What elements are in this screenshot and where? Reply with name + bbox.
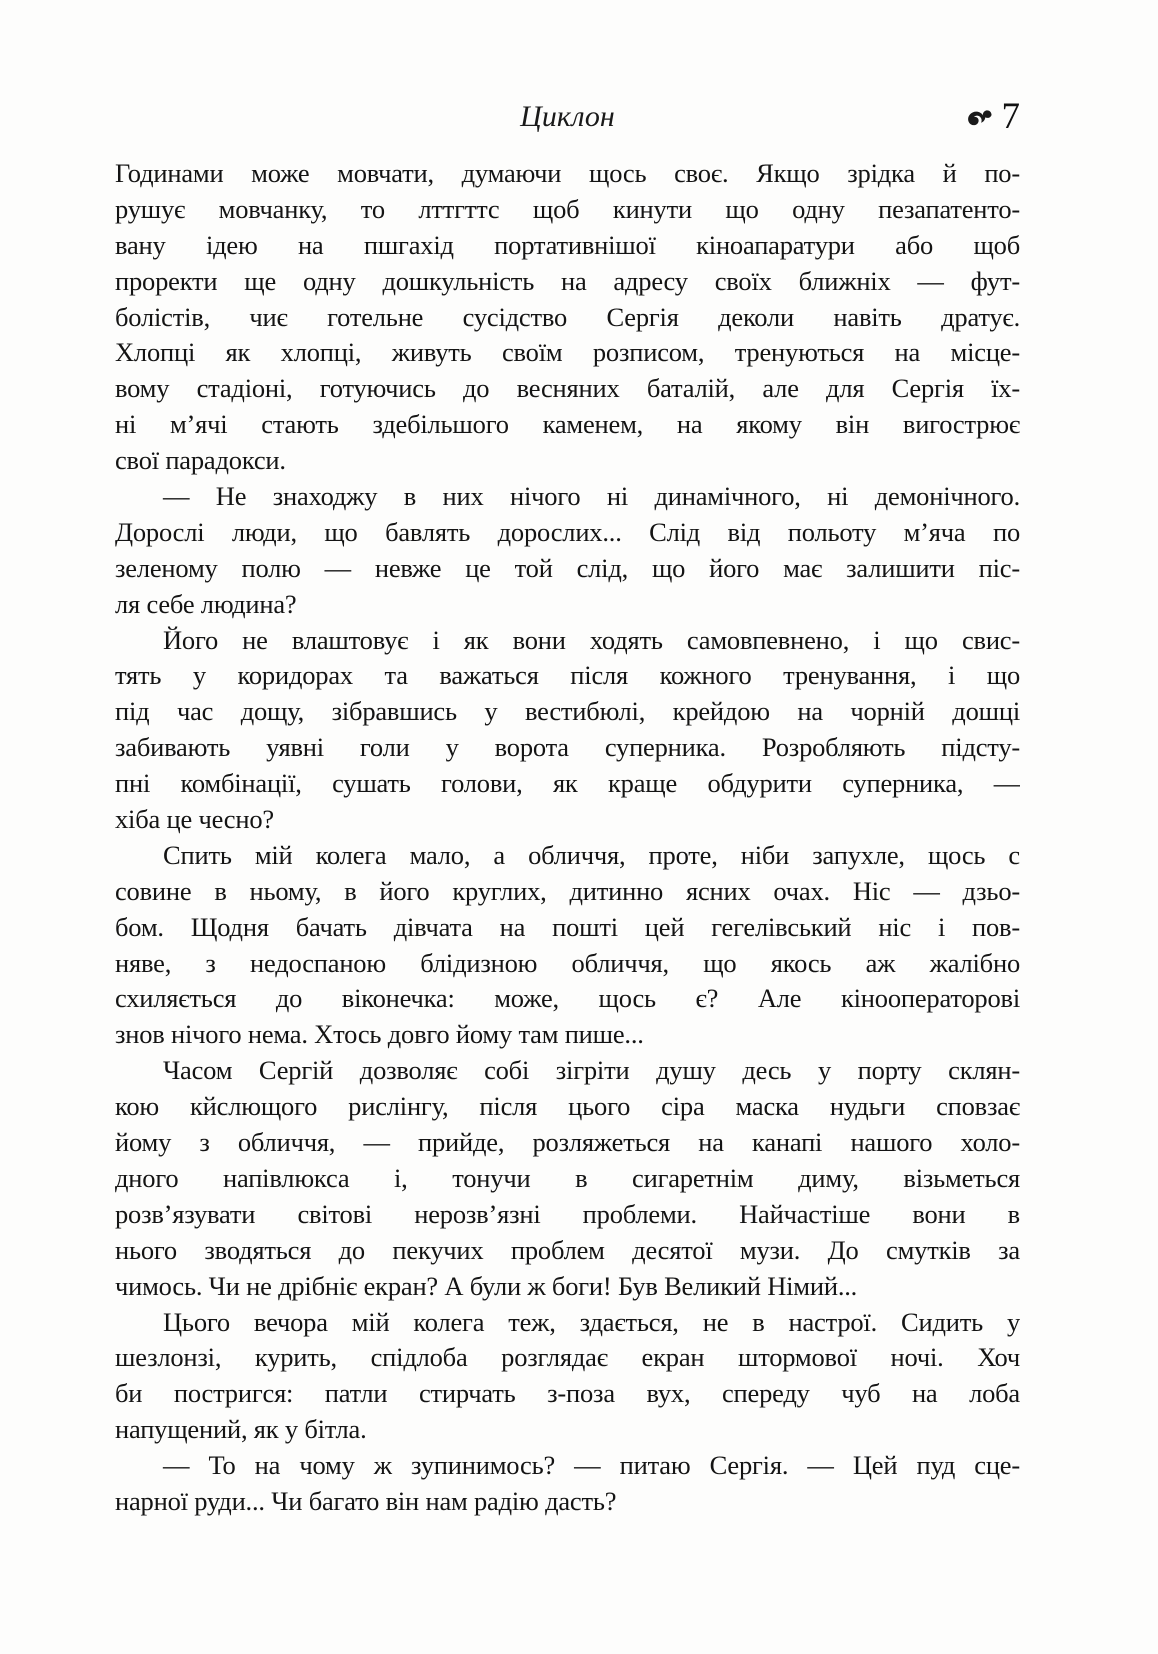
text-line: дного напівлюкса і, тонучи в сигаретнім диму, візьметься bbox=[115, 1162, 1020, 1193]
text-line: Його не влаштовує і як вони ходять самовпевнено, і що свис- bbox=[163, 624, 1020, 655]
text-line: проректи ще одну дошкульність на адресу своїх ближніх — фут- bbox=[115, 265, 1020, 296]
text-line: нього зводяться до пекучих проблем десятої музи. До смутків за bbox=[115, 1234, 1020, 1265]
text-line: — То на чому ж зупинимось? — питаю Сергія. — Цей пуд сце- bbox=[163, 1450, 1020, 1481]
text-line: Цього вечора мій колега теж, здається, не в настрої. Сидить у bbox=[163, 1306, 1020, 1337]
text-line: розв’язувати світові нерозв’язні проблеми. Найчастіше вони в bbox=[115, 1198, 1020, 1229]
text-line: напущений, як у бітла. bbox=[115, 1414, 367, 1445]
text-line: — Не знаходжу в них нічого ні динамічного, ні демонічного. bbox=[163, 481, 1020, 512]
text-line: Спить мій колега мало, а обличчя, проте, ніби запухле, щось с bbox=[163, 839, 1020, 870]
text-line: вому стадіоні, готуючись до весняних баталій, але для Сергія їх- bbox=[115, 373, 1020, 404]
text-line: пні комбінації, сушать голови, як краще обдурити суперника, — bbox=[115, 768, 1020, 799]
text-line: ля себе людина? bbox=[115, 588, 297, 619]
fleuron-icon bbox=[963, 106, 993, 128]
text-line: няве, з недоспаною блідизною обличчя, що якось аж жалібно bbox=[115, 947, 1020, 978]
text-line: рушує мовчанку, то лттгттс щоб кинути що одну пезапатенто- bbox=[115, 193, 1020, 224]
page-title: Циклон bbox=[520, 100, 615, 133]
text-line: чимось. Чи не дрібніє екран? А були ж боги! Був Великий Німий... bbox=[115, 1270, 858, 1301]
page-number: 7 bbox=[1001, 96, 1020, 137]
text-line: Хлопці як хлопці, живуть своїм розписом, тренуються на місце- bbox=[115, 337, 1020, 368]
text-line: під час дощу, зібравшись у вестибюлі, крейдою на чорній дошці bbox=[115, 696, 1020, 727]
text-line: йому з обличчя, — прийде, розляжеться на канапі нашого холо- bbox=[115, 1127, 1020, 1158]
text-line: зеленому полю — невже це той слід, що його має залишити піс- bbox=[115, 552, 1020, 583]
text-line: вану ідею на пшгахід портативнішої кіноапаратури або щоб bbox=[115, 229, 1020, 260]
text-line: Годинами може мовчати, думаючи щось своє. Якщо зрідка й по- bbox=[115, 158, 1020, 188]
text-line: шезлонзі, курить, спідлоба розглядає екран штормової ночі. Хоч bbox=[115, 1342, 1020, 1373]
text-line: бом. Щодня бачать дівчата на пошті цей гегелівський ніс і пов- bbox=[115, 911, 1020, 942]
text-line: би постригся: патли стирчать з-поза вух, спереду чуб на лоба bbox=[115, 1378, 1020, 1409]
text-line: тять у коридорах та важаться після кожного тренування, і що bbox=[115, 660, 1020, 691]
text-line: болістів, чиє готельне сусідство Сергія деколи навіть дратує. bbox=[115, 301, 1020, 332]
text-line: нарної руди... Чи багато він нам радію дасть? bbox=[115, 1485, 617, 1516]
text-block bbox=[115, 156, 1020, 1520]
text-line: Дорослі люди, що бавлять дорослих... Слід від польоту м’яча по bbox=[115, 516, 1020, 547]
text-line: схиляється до віконечка: може, щось є? Але кінооператорові bbox=[115, 983, 1020, 1014]
page-number-group bbox=[963, 96, 1021, 138]
text-line: хіба це чесно? bbox=[115, 804, 274, 835]
text-line: свої парадокси. bbox=[115, 445, 286, 476]
text-line: забивають уявні голи у ворота суперника. Розробляють підсту- bbox=[115, 732, 1020, 763]
text-line: знов нічого нема. Хтось довго йому там пише... bbox=[115, 1019, 644, 1050]
text-line: Часом Сергій дозволяє собі зігріти душу десь у порту склян- bbox=[163, 1055, 1020, 1086]
text-line: ні м’ячі стають здебільшого каменем, на якому він вигострює bbox=[115, 409, 1020, 440]
text-line: кою кйслющого рислінгу, після цього сіра маска нудьги сповзає bbox=[115, 1091, 1020, 1122]
text-line: совине в ньому, в його круглих, дитинно ясних очах. Ніс — дзьо- bbox=[115, 875, 1020, 906]
running-header bbox=[115, 96, 1020, 142]
